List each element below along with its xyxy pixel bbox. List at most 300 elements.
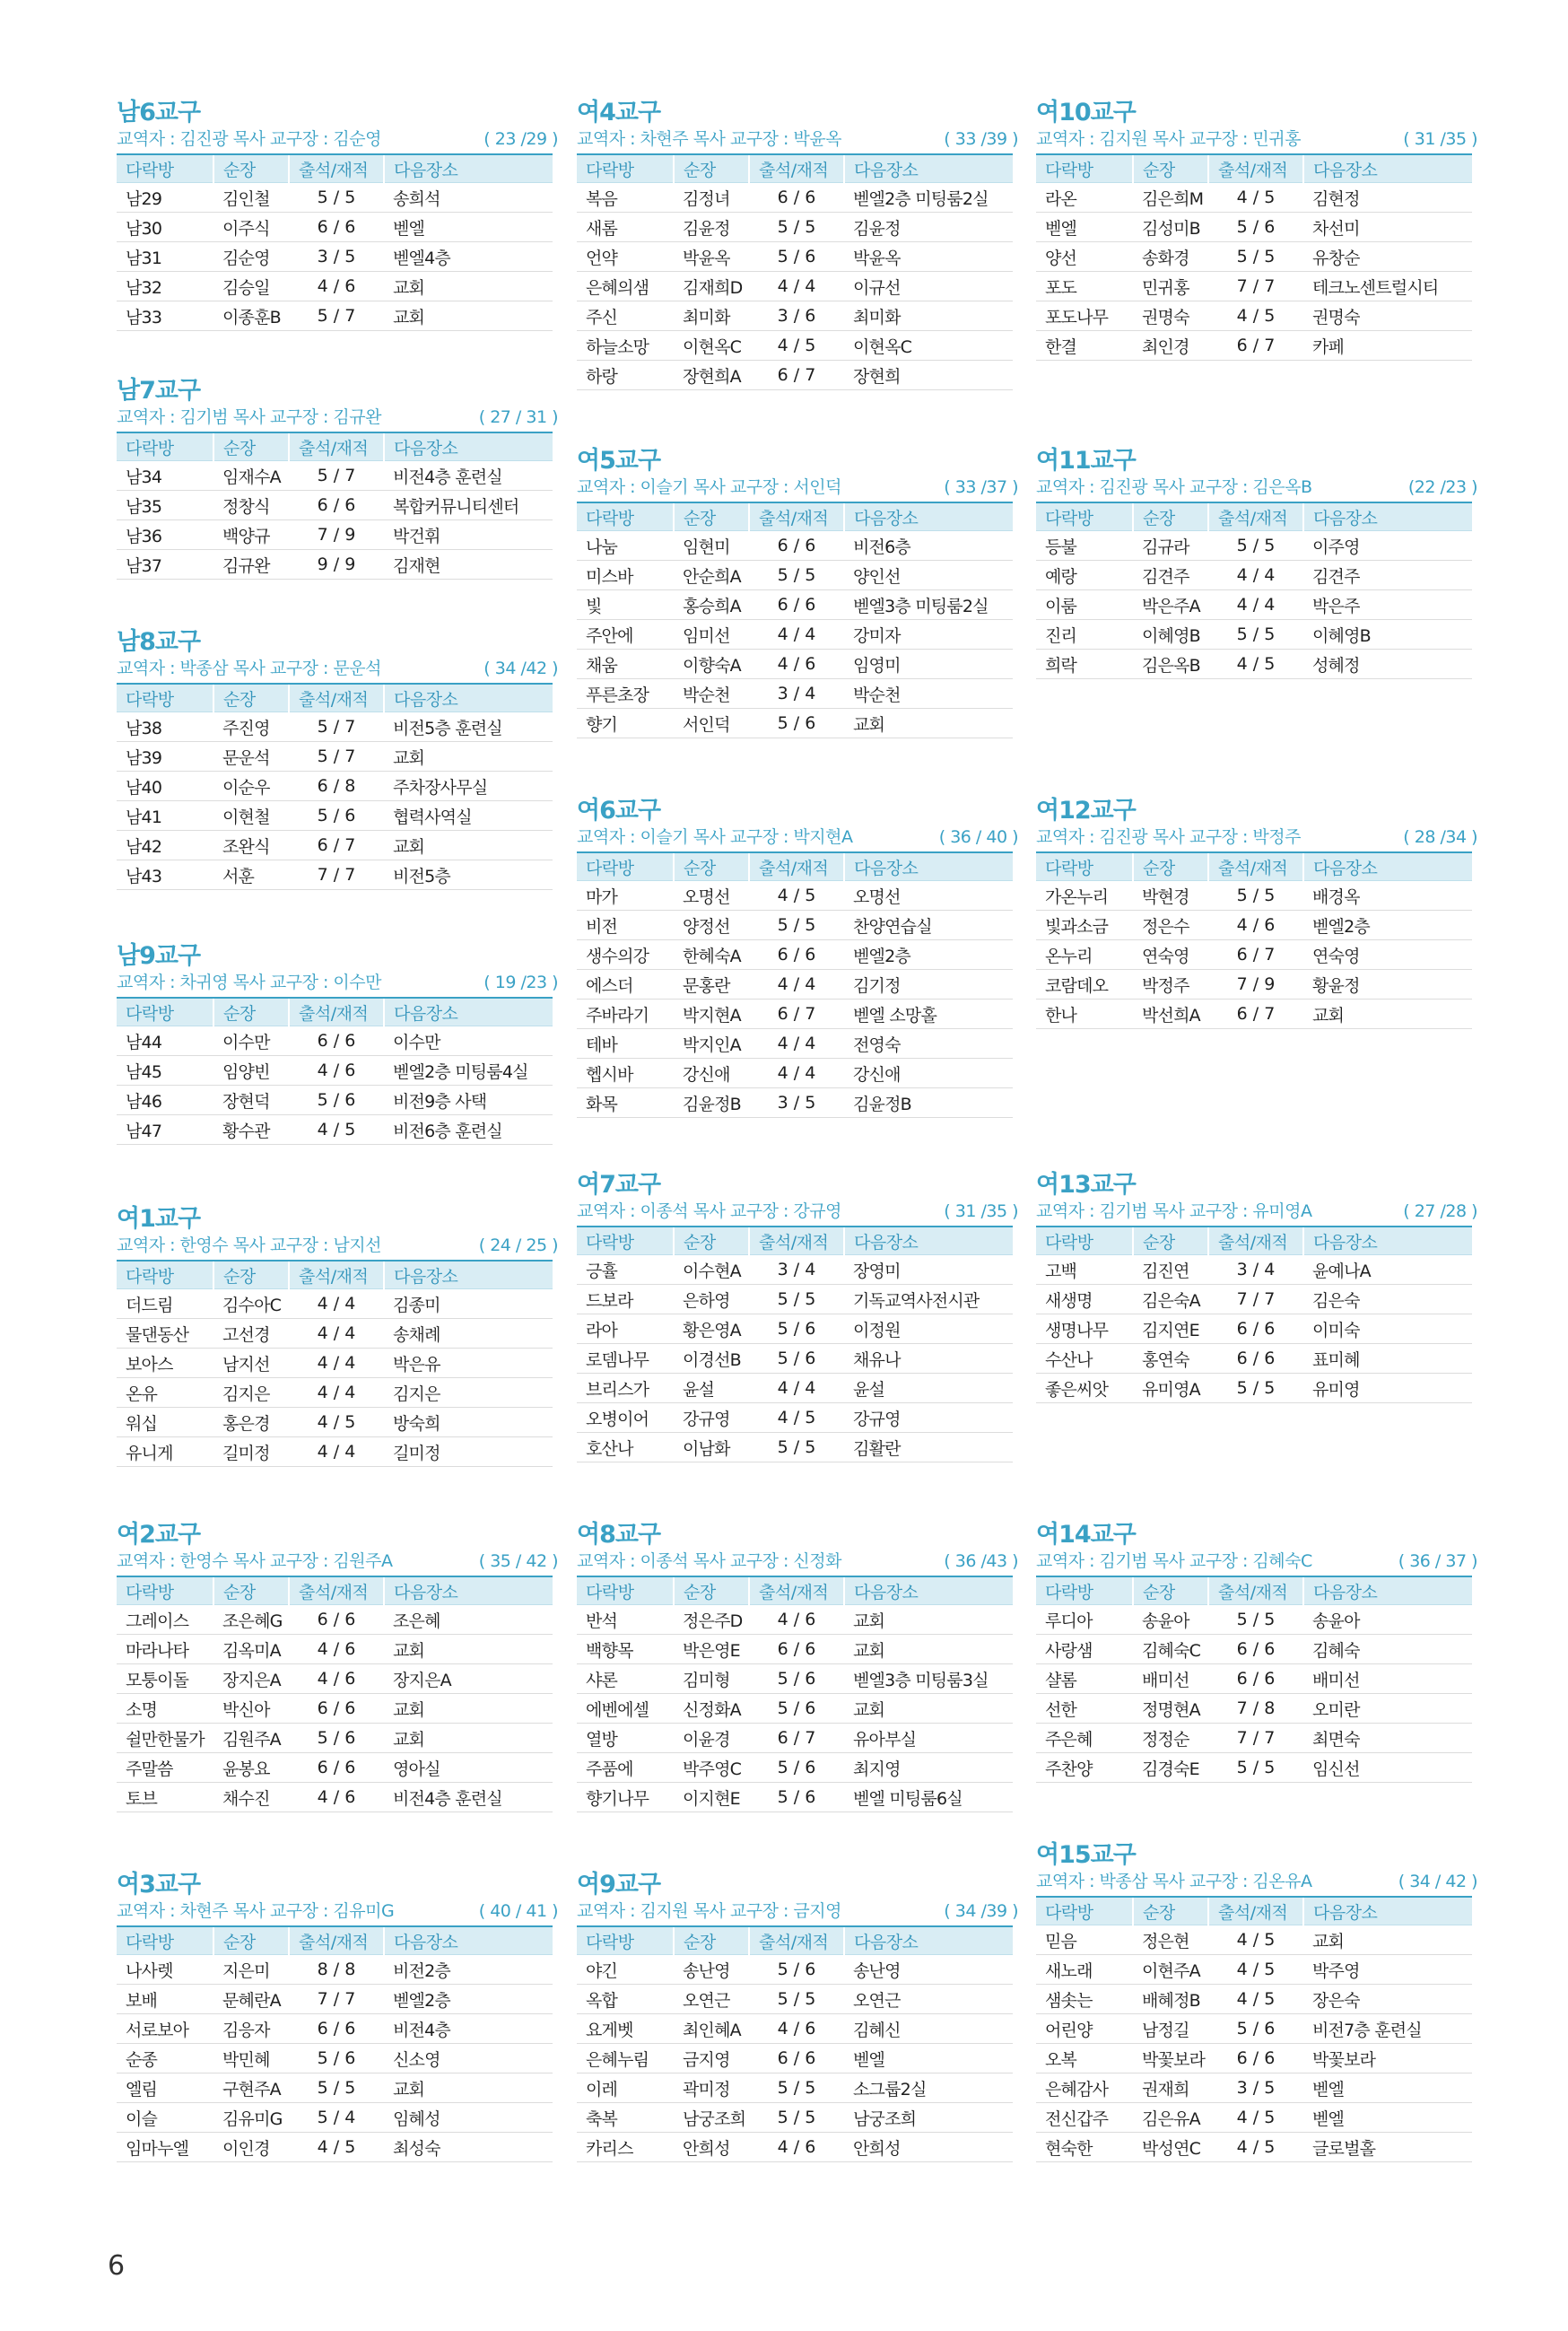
next-place-cell: 협력사역실 [384,801,553,831]
table-row [1036,620,1472,650]
district-staff: 교역자 : 이종석 목사 교구장 : 강규영 [577,1201,841,1221]
district-title: 여12교구 [1036,797,1136,825]
column-header: 다락방 [117,432,213,461]
table-row [117,1985,553,2014]
attendance-cell: 6 / 6 [749,183,844,213]
group-name-cell: 남43 [117,860,213,890]
table-header-row [577,154,1013,183]
attendance-cell: 4 / 4 [289,1319,384,1349]
next-place-cell: 교회 [844,709,1013,738]
group-name-cell: 더드림 [117,1289,213,1319]
district-staff: 교역자 : 김진광 목사 교구장 : 김은옥B [1036,477,1312,497]
column-header: 순장 [674,1926,749,1955]
next-place-cell: 김활란 [844,1433,1013,1462]
leader-cell: 송난영 [674,1955,749,1985]
next-place-cell: 박은유 [384,1349,553,1378]
group-name-cell: 축복 [577,2103,674,2133]
attendance-cell: 4 / 6 [289,272,384,301]
group-name-cell: 등불 [1036,531,1133,561]
next-place-cell: 최면숙 [1303,1724,1472,1753]
group-name-cell: 은혜누림 [577,2044,674,2073]
district-section [577,1871,1024,2162]
group-name-cell: 샤론 [577,1664,674,1694]
leader-cell: 최미화 [674,301,749,331]
table-row [117,1378,553,1408]
column-header: 다음장소 [844,154,1013,183]
attendance-cell: 4 / 5 [1208,1985,1303,2014]
leader-cell: 윤설 [674,1374,749,1403]
table-row [117,1026,553,1056]
attendance-cell: 4 / 4 [289,1378,384,1408]
leader-cell: 송화경 [1133,242,1208,272]
attendance-cell: 5 / 5 [749,1285,844,1314]
attendance-cell: 4 / 4 [289,1437,384,1467]
group-name-cell: 향기나무 [577,1783,674,1812]
table-row [577,213,1013,242]
attendance-cell: 4 / 6 [289,1664,384,1694]
next-place-cell: 임혜성 [384,2103,553,2133]
next-place-cell: 이정원 [844,1314,1013,1344]
next-place-cell: 교회 [384,301,553,331]
column-header: 다음장소 [384,1926,553,1955]
column-header: 출석/재적 [1208,1227,1303,1255]
attendance-total: ( 36 /43 ) [944,1551,1018,1571]
next-place-cell: 박윤옥 [844,242,1013,272]
table-row [117,183,553,213]
next-place-cell: 이주영 [1303,531,1472,561]
leader-cell: 배미선 [1133,1664,1208,1694]
district-staff-line [1036,1870,1483,1894]
table-row [577,183,1013,213]
next-place-cell: 영아실 [384,1753,553,1783]
group-name-cell: 서로보아 [117,2014,213,2044]
table-row [577,361,1013,390]
district-title: 여6교구 [577,797,661,825]
column-header: 다음장소 [384,154,553,183]
next-place-cell: 김기정 [844,970,1013,1000]
table-row [1036,1605,1472,1635]
next-place-cell: 이미숙 [1303,1314,1472,1344]
leader-cell: 이종훈B [213,301,289,331]
next-place-cell: 장지은A [384,1664,553,1694]
district-staff: 교역자 : 한영수 목사 교구장 : 남지선 [117,1235,381,1255]
leader-cell: 김은유A [1133,2103,1208,2133]
group-name-cell: 언약 [577,242,674,272]
table-header-row [117,1261,553,1289]
group-name-cell: 생명나무 [1036,1314,1133,1344]
next-place-cell: 비전4층 훈련실 [384,1783,553,1812]
next-place-cell: 교회 [844,1605,1013,1635]
table-row [577,1985,1013,2014]
attendance-cell: 5 / 6 [289,2044,384,2073]
column-header: 순장 [1133,502,1208,531]
next-place-cell: 윤예나A [1303,1255,1472,1285]
next-place-cell: 남궁조희 [844,2103,1013,2133]
attendance-cell: 3 / 5 [1208,2073,1303,2103]
leader-cell: 김윤정B [674,1088,749,1118]
group-name-cell: 은혜의샘 [577,272,674,301]
group-name-cell: 에스더 [577,970,674,1000]
column-header: 다락방 [577,1926,674,1955]
table-row [577,1783,1013,1812]
district-staff-line [117,971,563,995]
leader-cell: 김성미B [1133,213,1208,242]
group-name-cell: 테바 [577,1029,674,1059]
district-staff-line [577,127,1024,152]
next-place-cell: 최미화 [844,301,1013,331]
table-row [1036,1255,1472,1285]
next-place-cell: 김혜숙 [1303,1635,1472,1664]
attendance-cell: 4 / 4 [749,1374,844,1403]
group-name-cell: 호산나 [577,1433,674,1462]
table-row [1036,1925,1472,1955]
leader-cell: 남궁조희 [674,2103,749,2133]
attendance-cell: 6 / 6 [749,590,844,620]
attendance-cell: 6 / 6 [749,2044,844,2073]
group-name-cell: 순종 [117,2044,213,2073]
next-place-cell: 비전4층 [384,2014,553,2044]
next-place-cell: 교회 [844,1635,1013,1664]
group-name-cell: 남36 [117,520,213,550]
table-row [1036,1374,1472,1403]
leader-cell: 이지현E [674,1783,749,1812]
group-name-cell: 카리스 [577,2133,674,2162]
leader-cell: 지은미 [213,1955,289,1985]
column-header: 다음장소 [844,1576,1013,1605]
leader-cell: 강규영 [674,1403,749,1433]
group-name-cell: 오복 [1036,2044,1133,2073]
table-header-row [117,154,553,183]
group-name-cell: 남35 [117,491,213,520]
group-name-cell: 생수의강 [577,940,674,970]
group-name-cell: 워십 [117,1408,213,1437]
next-place-cell: 벧엘 [1303,2103,1472,2133]
next-place-cell: 비전7층 훈련실 [1303,2014,1472,2044]
table-row [1036,1000,1472,1029]
attendance-cell: 4 / 4 [749,970,844,1000]
district-staff: 교역자 : 김기범 목사 교구장 : 김혜숙C [1036,1551,1312,1571]
leader-cell: 오명선 [674,881,749,911]
column-header: 다음장소 [844,1926,1013,1955]
table-row [1036,881,1472,911]
attendance-cell: 6 / 8 [289,772,384,801]
group-table [577,153,1013,390]
district-staff-line [117,127,563,152]
group-name-cell: 어린양 [1036,2014,1133,2044]
attendance-total: ( 34 /39 ) [944,1901,1018,1921]
next-place-cell: 신소영 [384,2044,553,2073]
table-row [577,1029,1013,1059]
next-place-cell: 유창순 [1303,242,1472,272]
group-name-cell: 긍휼 [577,1255,674,1285]
group-name-cell: 비전 [577,911,674,940]
district-section [1036,797,1483,1029]
table-row [577,272,1013,301]
district-staff: 교역자 : 차귀영 목사 교구장 : 이수만 [117,973,381,992]
attendance-total: ( 28 /34 ) [1403,827,1477,847]
column-header: 다음장소 [844,502,1013,531]
group-name-cell: 주말씀 [117,1753,213,1783]
next-place-cell: 벧엘3층 미팅룸3실 [844,1664,1013,1694]
next-place-cell: 교회 [384,1724,553,1753]
group-name-cell: 남47 [117,1115,213,1145]
attendance-cell: 6 / 7 [1208,331,1303,361]
table-row [1036,183,1472,213]
leader-cell: 박윤옥 [674,242,749,272]
table-row [117,520,553,550]
district-section [577,447,1024,738]
column-header: 다음장소 [844,1227,1013,1255]
leader-cell: 서인덕 [674,709,749,738]
column-header: 순장 [213,1261,289,1289]
next-place-cell: 비전5층 훈련실 [384,712,553,742]
leader-cell: 김견주 [1133,561,1208,590]
table-row [577,1605,1013,1635]
district-section [117,1871,563,2162]
table-header-row [117,1926,553,1955]
attendance-cell: 4 / 5 [1208,301,1303,331]
column-header: 출석/재적 [289,684,384,712]
attendance-cell: 4 / 5 [749,881,844,911]
next-place-cell: 유아부실 [844,1724,1013,1753]
column-header: 다음장소 [384,1261,553,1289]
leader-cell: 박신아 [213,1694,289,1724]
attendance-cell: 4 / 5 [289,1115,384,1145]
table-row [1036,1664,1472,1694]
column-header: 순장 [213,1576,289,1605]
group-table [117,1576,553,1812]
attendance-cell: 6 / 6 [1208,1344,1303,1374]
attendance-cell: 6 / 6 [289,1605,384,1635]
attendance-cell: 6 / 6 [749,531,844,561]
next-place-cell: 연숙영 [1303,940,1472,970]
leader-cell: 박은영E [674,1635,749,1664]
district-section [117,1521,563,1812]
group-name-cell: 브리스가 [577,1374,674,1403]
attendance-total: ( 19 /23 ) [483,973,558,992]
next-place-cell: 양인선 [844,561,1013,590]
next-place-cell: 소그룹2실 [844,2073,1013,2103]
group-name-cell: 샘솟는 [1036,1985,1133,2014]
attendance-cell: 5 / 5 [1208,881,1303,911]
column-header: 출석/재적 [289,432,384,461]
column-header: 다음장소 [384,684,553,712]
district-title: 남7교구 [117,377,201,405]
district-section [577,797,1024,1118]
leader-cell: 조완식 [213,831,289,860]
group-name-cell: 온유 [117,1378,213,1408]
attendance-cell: 4 / 4 [749,1029,844,1059]
next-place-cell: 장영미 [844,1255,1013,1285]
table-row [117,550,553,580]
attendance-cell: 6 / 7 [1208,1000,1303,1029]
table-header-row [1036,1576,1472,1605]
column-header: 순장 [674,1227,749,1255]
leader-cell: 이현주A [1133,1955,1208,1985]
table-row [577,1374,1013,1403]
table-header-row [1036,502,1472,531]
group-name-cell: 요게벳 [577,2014,674,2044]
group-name-cell: 푸른초장 [577,679,674,709]
attendance-cell: 5 / 7 [289,712,384,742]
group-table [577,1925,1013,2162]
leader-cell: 안순희A [674,561,749,590]
group-table [117,997,553,1145]
table-row [577,911,1013,940]
group-name-cell: 토브 [117,1783,213,1812]
attendance-total: ( 33 /39 ) [944,129,1018,149]
next-place-cell: 김재현 [384,550,553,580]
leader-cell: 박현경 [1133,881,1208,911]
column-header: 출석/재적 [289,154,384,183]
attendance-cell: 4 / 4 [1208,561,1303,590]
table-row [577,1403,1013,1433]
column-header: 출석/재적 [289,1576,384,1605]
attendance-cell: 4 / 6 [749,1605,844,1635]
leader-cell: 문홍란 [674,970,749,1000]
table-row [117,1955,553,1985]
leader-cell: 배혜정B [1133,1985,1208,2014]
attendance-cell: 5 / 5 [1208,1605,1303,1635]
group-name-cell: 남37 [117,550,213,580]
leader-cell: 이향숙A [674,650,749,679]
next-place-cell: 최지영 [844,1753,1013,1783]
attendance-cell: 6 / 6 [749,940,844,970]
leader-cell: 이수만 [213,1026,289,1056]
column-header: 다락방 [117,1576,213,1605]
leader-cell: 박정주 [1133,970,1208,1000]
next-place-cell: 교회 [384,272,553,301]
attendance-cell: 5 / 6 [749,1344,844,1374]
leader-cell: 김순영 [213,242,289,272]
table-header-row [117,998,553,1026]
leader-cell: 고선경 [213,1319,289,1349]
table-row [117,213,553,242]
next-place-cell: 방숙희 [384,1408,553,1437]
column-header: 순장 [213,432,289,461]
leader-cell: 이수현A [674,1255,749,1285]
leader-cell: 최인경 [1133,331,1208,361]
group-name-cell: 물댄동산 [117,1319,213,1349]
group-name-cell: 향기 [577,709,674,738]
district-title: 남8교구 [117,628,201,656]
table-row [117,2133,553,2162]
group-name-cell: 모퉁이돌 [117,1664,213,1694]
table-row [1036,911,1472,940]
attendance-total: ( 36 / 40 ) [938,827,1018,847]
leader-cell: 민귀홍 [1133,272,1208,301]
district-section [1036,1171,1483,1403]
group-table [1036,1226,1472,1403]
attendance-cell: 5 / 5 [749,1433,844,1462]
attendance-total: ( 27 / 31 ) [478,407,558,427]
district-staff-line [1036,1200,1483,1224]
leader-cell: 김진연 [1133,1255,1208,1285]
leader-cell: 금지영 [674,2044,749,2073]
attendance-cell: 4 / 5 [1208,650,1303,679]
next-place-cell: 조은혜 [384,1605,553,1635]
table-row [1036,213,1472,242]
group-name-cell: 보배 [117,1985,213,2014]
next-place-cell: 교회 [844,1694,1013,1724]
attendance-cell: 7 / 9 [1208,970,1303,1000]
group-table [1036,851,1472,1029]
leader-cell: 강신애 [674,1059,749,1088]
table-header-row [577,1576,1013,1605]
district-staff-line [117,1899,563,1924]
next-place-cell: 송난영 [844,1955,1013,1985]
next-place-cell: 카페 [1303,331,1472,361]
attendance-cell: 4 / 5 [289,1408,384,1437]
group-name-cell: 진리 [1036,620,1133,650]
next-place-cell: 임신선 [1303,1753,1472,1783]
district-staff: 교역자 : 차현주 목사 교구장 : 김유미G [117,1901,395,1921]
next-place-cell: 테크노센트럴시티 [1303,272,1472,301]
leader-cell: 송윤아 [1133,1605,1208,1635]
group-name-cell: 남31 [117,242,213,272]
district-title: 남9교구 [117,942,201,970]
table-row [577,561,1013,590]
district-section [117,377,563,580]
attendance-total: ( 34 / 42 ) [1398,1872,1477,1891]
group-name-cell: 포도 [1036,272,1133,301]
group-name-cell: 이룸 [1036,590,1133,620]
leader-cell: 임양빈 [213,1056,289,1086]
attendance-cell: 7 / 8 [1208,1694,1303,1724]
district-staff-line [117,1550,563,1574]
table-row [117,272,553,301]
district-section [117,1205,563,1467]
next-place-cell: 표미혜 [1303,1344,1472,1374]
attendance-cell: 4 / 4 [289,1289,384,1319]
group-name-cell: 희락 [1036,650,1133,679]
attendance-total: ( 31 /35 ) [944,1201,1018,1221]
group-name-cell: 하늘소망 [577,331,674,361]
table-header-row [577,502,1013,531]
district-staff: 교역자 : 차현주 목사 교구장 : 박윤옥 [577,129,841,149]
group-name-cell: 야긴 [577,1955,674,1985]
next-place-cell: 이수만 [384,1026,553,1056]
group-table [1036,153,1472,361]
group-name-cell: 라온 [1036,183,1133,213]
attendance-total: (22 /23 ) [1407,477,1477,497]
group-name-cell: 벧엘 [1036,213,1133,242]
next-place-cell: 박꽃보라 [1303,2044,1472,2073]
table-row [117,1056,553,1086]
column-header: 다음장소 [1303,1227,1472,1255]
district-staff-line [1036,1550,1483,1574]
attendance-total: ( 27 /28 ) [1403,1201,1477,1221]
table-row [577,620,1013,650]
group-name-cell: 좋은씨앗 [1036,1374,1133,1403]
group-name-cell: 루디아 [1036,1605,1133,1635]
column-header: 순장 [1133,1897,1208,1925]
group-name-cell: 빛 [577,590,674,620]
group-name-cell: 남42 [117,831,213,860]
table-row [1036,1694,1472,1724]
next-place-cell: 글로벌홀 [1303,2133,1472,2162]
group-name-cell: 채움 [577,650,674,679]
attendance-cell: 5 / 6 [749,709,844,738]
attendance-cell: 6 / 6 [289,1694,384,1724]
group-name-cell: 한나 [1036,1000,1133,1029]
leader-cell: 김은옥B [1133,650,1208,679]
attendance-cell: 7 / 7 [1208,1724,1303,1753]
next-place-cell: 찬양연습실 [844,911,1013,940]
next-place-cell: 임영미 [844,650,1013,679]
table-header-row [117,684,553,712]
district-title: 여8교구 [577,1521,661,1549]
